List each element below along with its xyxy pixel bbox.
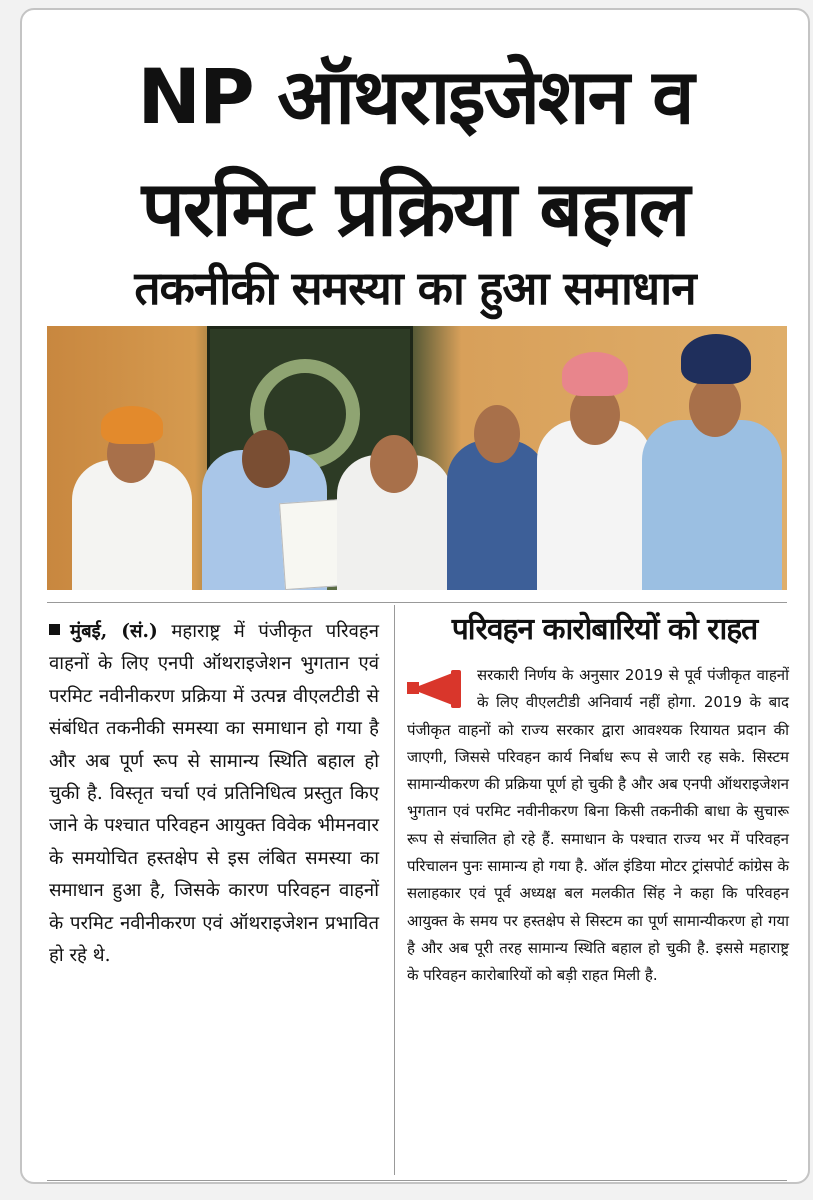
divider [47, 1180, 787, 1181]
headline-line-2: परमिट प्रक्रिया बहाल [141, 164, 689, 253]
left-article-body: महाराष्ट्र में पंजीकृत परिवहन वाहनों के लिए एनपी ऑथराइजेशन भुगतान एवं परमिट नवीनीकरण प्रक्रिया में उत्पन्न वीएलटीडी से संबंधित तकनीकी समस्या का समाधान हो गया है और अब पूर्ण रूप से सामान्य स्थिति बहाल हो चुकी है. विस्तृत चर्चा एवं प्रतिनिधित्व प्रस्तुत किए जाने के पश्चात परिवहन आयुक्त विवेक भीमनवार के समयोचित हस्तक्षेप से इस लंबित समस्या का समाधान हुआ है, जिसके कारण परिवहन वाहनों के परमिट नवीनीकरण एवं ऑथराइजेशन प्रभावित हो रहे थे. [49, 621, 379, 967]
right-article-body: सरकारी निर्णय के अनुसार 2019 से पूर्व पंजीकृत वाहनों के लिए वीएलटीडी अनिवार्य नहीं होगा. 2019 के बाद पंजीकृत वाहनों को राज्य सरकार द्वारा आवश्यक रियायत प्रदान की जाएगी, जिससे परिवहन कार्य निर्बाध रूप से जारी रह सके. सिस्टम सामान्यीकरण की प्रक्रिया पूर्ण हो चुकी है और अब एनपी ऑथराइजेशन भुगतान एवं परमिट नवीनीकरण बिना किसी तकनीकी बाधा के सुचारू रूप से संचालित हो रहे हैं. समाधान के पश्चात राज्य भर में परिवहन परिचालन पुनः सामान्य हो गया है. ऑल इंडिया मोटर ट्रांसपोर्ट कांग्रेस के सलाहकार एवं पूर्व अध्यक्ष बल मलकीत सिंह ने कहा कि परिवहन आयुक्त के समय पर हस्तक्षेप से सिस्टम का पूर्ण सामान्यीकरण हो गया है और अब पूरी तरह सामान्य स्थिति बहाल हो चुकी है. इससे महाराष्ट्र के परिवहन कारोबारियों को बड़ी राहत मिली है. [407, 666, 789, 985]
divider [47, 602, 787, 603]
megaphone-icon [407, 668, 469, 714]
bullet-square-icon [49, 624, 60, 635]
subheadline: तकनीकी समस्या का हुआ समाधान [134, 261, 696, 315]
right-article [407, 662, 789, 990]
photo-person [637, 330, 787, 590]
section-title: परिवहन कारोबारियों को राहत [451, 612, 758, 647]
newspaper-clipping [20, 8, 810, 1184]
photo-person [332, 390, 457, 590]
photo-person [67, 380, 197, 590]
column-divider [394, 605, 395, 1175]
dateline: मुंबई, (सं.) [70, 621, 158, 642]
left-article [49, 616, 379, 972]
headline-line-1: NP ऑथराइजेशन व [137, 52, 693, 141]
news-photo [47, 326, 787, 590]
